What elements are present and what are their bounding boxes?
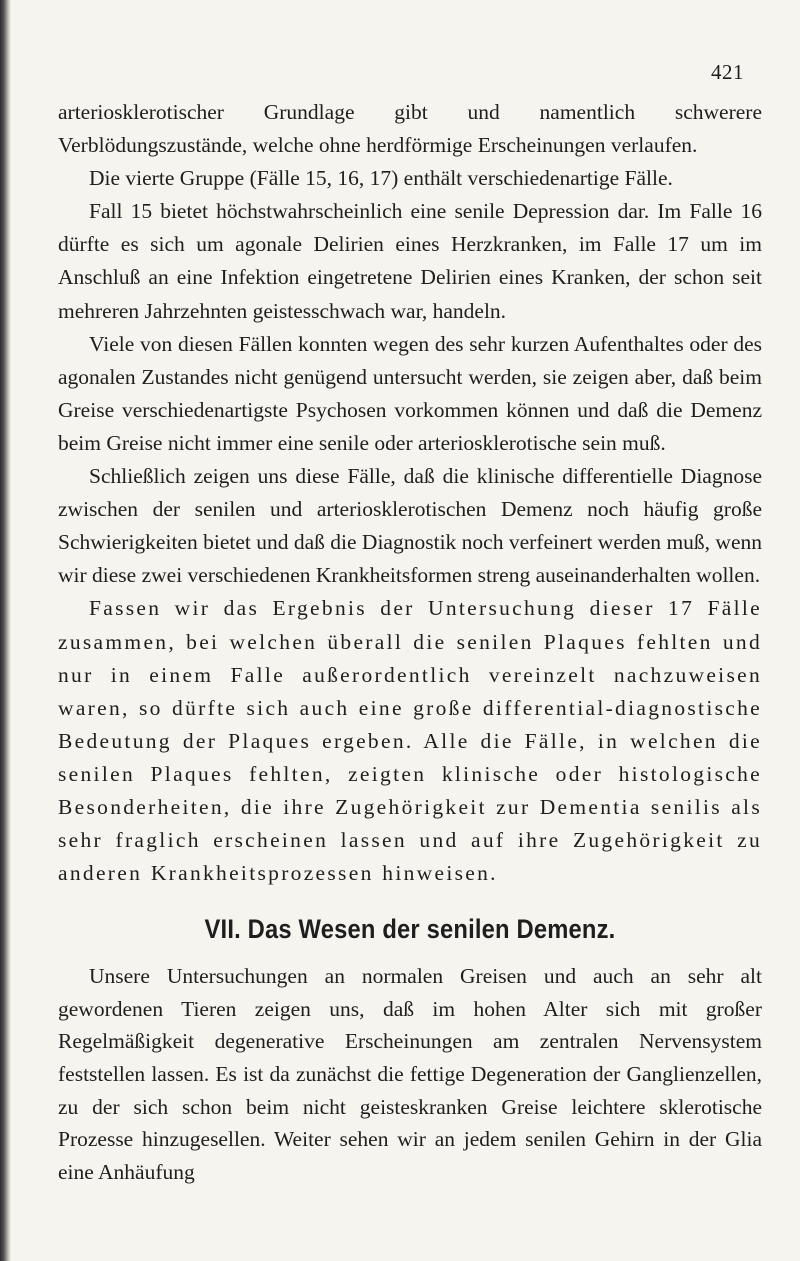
paragraph-summary-spaced: Fassen wir das Ergebnis der Untersuchung dieser 17 Fälle zusammen, bei welchen überall die senilen Plaques fehlten und nur in einem Falle außerordentlich vereinzelt nachzuweisen waren, so dürfte sich auch eine große differential-diagnostische Bedeutung der Plaques ergeben. Alle die Fälle, in welchen die senilen Plaques fehlten, zeigten klinische oder histologische Besonderheiten, die ihre Zugehörigkeit zur Dementia senilis als sehr fraglich erscheinen lassen und auf ihre Zugehörigkeit zu anderen Krankheitsprozessen hinweisen. (58, 596, 762, 886)
paragraph-section-intro: Unsere Untersuchungen an normalen Greisen und auch an sehr alt gewordenen Tieren zeigen uns, daß im hohen Alter sich mit großer Regelmäßigkeit degenerative Erscheinungen am zentralen Nervensystem feststellen lassen. Es ist da zunächst die fettige Degeneration der Ganglienzellen, zu der sich schon beim nicht geisteskranken Greise leichtere sklerotische Prozesse hinzugesellen. Weiter sehen wir an jedem senilen Gehirn in der Glia eine Anhäufung (58, 964, 762, 1184)
paragraph-fourth-group: Die vierte Gruppe (Fälle 15, 16, 17) enthält verschiedenartige Fälle. (89, 166, 673, 191)
section-body (58, 960, 762, 1188)
paragraph-continuation: arteriosklerotischer Grundlage gibt und namentlich schwerere Verblödungszustände, welche ohne herdförmige Erscheinungen verlaufen. (58, 100, 762, 158)
binding-edge-shadow (0, 0, 11, 1261)
page-number: 421 (711, 60, 744, 84)
paragraph-case-details: Fall 15 bietet höchstwahrscheinlich eine senile Depression dar. Im Falle 16 dürfte es sich um agonale Delirien eines Herzkranken, im Falle 17 um im Anschluß an eine Infektion eingetretene Delirien eines Kranken, der schon seit mehreren Jahrzehnten geistesschwach war, handeln. (58, 199, 762, 323)
page-body (58, 96, 762, 1188)
paragraph-observations: Viele von diesen Fällen konnten wegen des sehr kurzen Aufenthaltes oder des agonalen Zustandes nicht genügend untersucht werden, sie zeigen aber, daß beim Greise verschiedenartigste Psychosen vorkommen können und daß die Demenz beim Greise nicht immer eine senile oder arteriosklerotische sein muß. (58, 331, 762, 455)
section-heading: VII. Das Wesen der senilen Demenz. (204, 914, 616, 945)
paragraph-differential-diagnosis: Schließlich zeigen uns diese Fälle, daß die klinische differentielle Diagnose zwischen der senilen und arteriosklerotischen Demenz noch häufig große Schwierigkeiten bietet und daß die Diagnostik noch verfeinert werden muß, wenn wir diese zwei verschiedenen Krankheitsformen streng auseinanderhalten wollen. (58, 464, 762, 588)
